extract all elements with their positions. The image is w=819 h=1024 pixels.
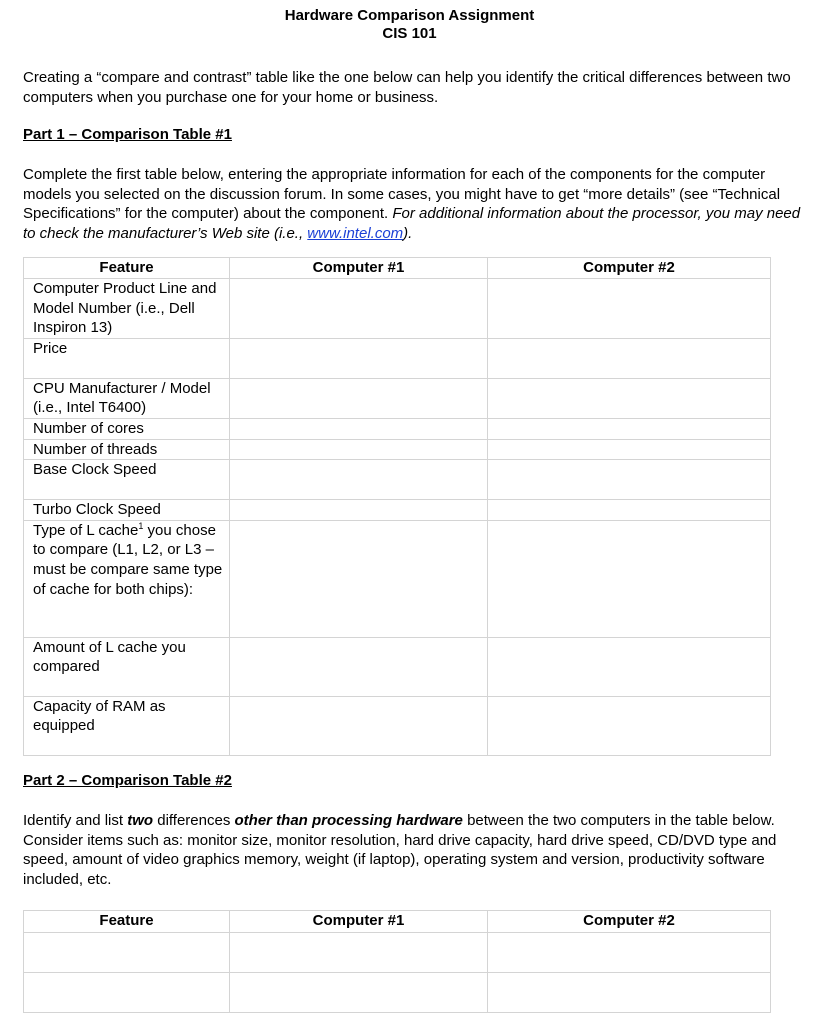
table1-cell[interactable] (230, 500, 488, 521)
comparison-table-1 (23, 257, 771, 756)
table1-cell[interactable] (230, 637, 488, 696)
table1-header-computer2: Computer #2 (488, 258, 771, 279)
table2-cell[interactable] (24, 973, 230, 1013)
table1-cell[interactable] (230, 418, 488, 439)
table2-header-computer2: Computer #2 (488, 911, 771, 933)
table1-cell[interactable] (230, 439, 488, 460)
table1-header-feature: Feature (24, 258, 230, 279)
footnote-marker: 1 (138, 520, 144, 531)
part1-section (23, 44, 813, 243)
row-label-price: Price (24, 338, 230, 378)
intel-link[interactable]: www.intel.com (307, 224, 404, 242)
instructions-text: Complete the first table below, entering the appropriate information for each of the components for the computer models you selected on the discussion forum. In some cases, you might have to get “more details” (see “Technical Specifications” for the computer) about the component. (23, 166, 781, 222)
part1-heading: Part 1 – Comparison Table #1 (23, 126, 232, 143)
table1-cell[interactable] (488, 439, 771, 460)
table2-header-computer1: Computer #1 (230, 911, 488, 933)
row-label-model: Computer Product Line and Model Number (i.e., Dell Inspiron 13) (24, 279, 230, 339)
table1-cell[interactable] (488, 637, 771, 696)
table1-cell[interactable] (488, 696, 771, 755)
table1-cell[interactable] (230, 520, 488, 637)
table1-cell[interactable] (230, 378, 488, 418)
table2-header-feature: Feature (24, 911, 230, 933)
table1-cell[interactable] (230, 696, 488, 755)
table2-cell[interactable] (488, 933, 771, 973)
row-label-ram: Capacity of RAM as equipped (24, 696, 230, 755)
row-label-cache-type (24, 520, 230, 637)
row-label-threads: Number of threads (24, 439, 230, 460)
table1-header-computer1: Computer #1 (230, 258, 488, 279)
table1-cell[interactable] (488, 418, 771, 439)
comparison-table-2 (23, 910, 771, 1013)
table1-cell[interactable] (230, 338, 488, 378)
table1-cell[interactable] (488, 500, 771, 521)
row-label-base-clock: Base Clock Speed (24, 460, 230, 500)
table1-cell[interactable] (488, 520, 771, 637)
part2-text-c: differences (153, 812, 235, 829)
cache-type-label: Type of L cache (33, 521, 139, 539)
table1-cell[interactable] (488, 279, 771, 339)
row-label-turbo-clock: Turbo Clock Speed (24, 500, 230, 521)
cache-type-detail: you chose to compare (L1, L2, or L3 – must be compare same type of cache for both chips): (33, 521, 223, 598)
instructions-end: ). (403, 224, 413, 242)
part2-instructions (23, 811, 813, 889)
part2-text-e: between the two computers in the table below. Consider items such as: monitor size, monitor resolution, hard drive capacity, hard drive speed, CD/DVD type and speed, amount of video graphics memory, weight (if laptop), operating system and version, productivity software included, etc. (23, 812, 777, 888)
part2-emphasis-two: two (127, 812, 154, 829)
table1-cell[interactable] (230, 460, 488, 500)
table1-cell[interactable] (488, 378, 771, 418)
document-header (0, 0, 819, 43)
course-code: CIS 101 (382, 25, 437, 42)
row-label-cache-amount: Amount of L cache you compared (24, 637, 230, 696)
table2-cell[interactable] (488, 973, 771, 1013)
row-label-cpu: CPU Manufacturer / Model (i.e., Intel T6400) (24, 378, 230, 418)
part2-heading: Part 2 – Comparison Table #2 (23, 772, 232, 789)
document-title: Hardware Comparison Assignment (284, 7, 535, 24)
part2-emphasis-hardware: other than processing hardware (234, 812, 463, 829)
table2-cell[interactable] (24, 933, 230, 973)
part2-text-a: Identify and list (23, 812, 128, 829)
table2-cell[interactable] (230, 973, 488, 1013)
table1-cell[interactable] (488, 460, 771, 500)
table2-cell[interactable] (230, 933, 488, 973)
table1-cell[interactable] (488, 338, 771, 378)
row-label-cores: Number of cores (24, 418, 230, 439)
table1-cell[interactable] (230, 279, 488, 339)
instructions-italic: For additional information about the processor, you may need to check the manufacturer’s Web site (i.e., (23, 205, 801, 242)
part1-instructions (23, 165, 813, 243)
intro-paragraph: Creating a “compare and contrast” table like the one below can help you identify the critical differences between two computers when you purchase one for your home or business. (23, 69, 791, 106)
